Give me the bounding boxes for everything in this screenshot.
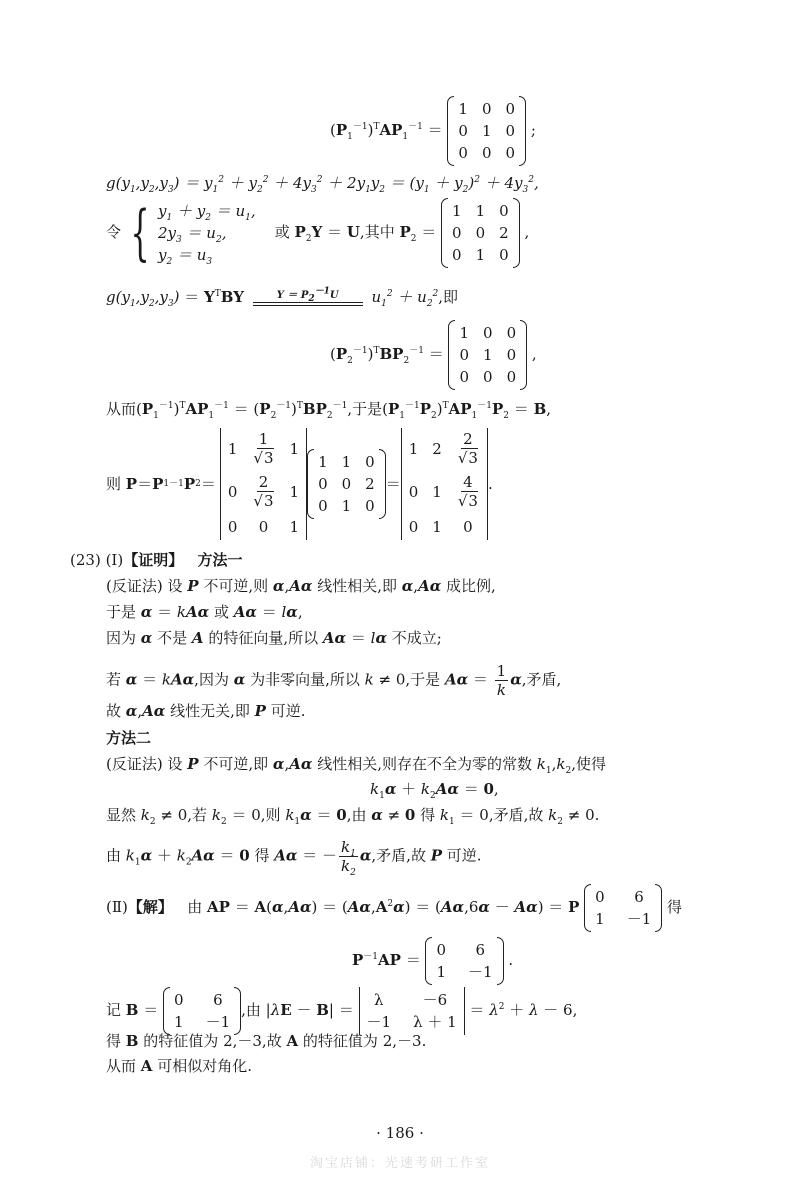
page-number: · 186 · [376,1124,424,1142]
matrix-p-result: 1 2 $\frac{2}{√3}$ 0 1 $\frac{4}{√3}$ 0 1 0 [401,428,488,540]
matrix-b: 0 6 1 －1 [163,987,241,1035]
p2-line3: 记 B ＝ 0 6 1 －1 ,由 |λE － B| ＝ λ －6 －1 λ ＋ 1 ＝ $\lambda^2 + \lambda - 6$, [106,987,577,1035]
eq-p1-congruence: $(P_1^{-1})^TAP_1^{-1}$ ＝ 1 0 0 0 1 0 0 0 0 ; [330,96,536,166]
p2-line4: 得 B 的特征值为 2,－3,故 A 的特征值为 2,－3. [106,1032,427,1050]
p2-line2: $P^{-1}AP$ ＝ 0 6 1 －1 . [352,937,513,985]
m2-line3: 显然 $k_2 \ne 0$,若 $k_2 = 0$,则 $k_1\alpha = 0$,由 α ≠ 0 得 $k_1 = 0$,矛盾,故 $k_2 \ne 0$. [106,806,600,827]
matrix-06-a: 0 6 1 －1 [584,884,662,932]
matrix-p2: 1 1 0 0 0 2 0 1 0 [441,198,520,268]
matrix-diag-2: 1 0 0 0 1 0 0 0 0 [448,320,527,390]
determinant-lambda: λ －6 －1 λ ＋ 1 [359,987,465,1035]
matrix-p1-inverse: 1 $\frac{1}{√3}$ 1 0 $\frac{2}{√3}$ 1 0 0 1 [220,428,307,540]
watermark: 淘宝店铺：光速考研工作室 [309,1156,490,1171]
eq-combined: 从而$(P_1^{-1})^TAP_1^{-1} = (P_2^{-1})^TBP_2^{-1}$,于是$(P_1^{-1}P_2)^TAP_1^{-1}P_2 = B$, [106,400,552,421]
matrix-p2-repeat: 1 1 0 0 0 2 0 1 0 [307,449,386,519]
eq-g-transform: $g(y_1,y_2,y_3) = Y^TBY$ $Y = P_2^{-1}U$ $u_1^2 + u_2^2$,即 [106,286,459,309]
p2-line1: (Ⅱ)【解】 由 AP ＝ $A(\alpha,A\alpha) = (A\alpha,A^2\alpha) = (A\alpha,6\alpha - A\alpha) = P$ 0 6 1 －1 得 [106,884,682,932]
eq-p2-congruence: $(P_2^{-1})^TBP_2^{-1}$ ＝ 1 0 0 0 1 0 0 0 0 , [330,320,537,390]
m1-line2: 于是 α ＝ kAα 或 Aα ＝ lα, [106,603,303,621]
m2-line1: (反证法) 设 P 不可逆,即 α,Aα 线性相关,则存在不全为零的常数 $k_1,k_2$,使得 [106,755,606,776]
p2-line5: 从而 A 可相似对角化. [106,1057,252,1075]
m1-line1: (反证法) 设 P 不可逆,则 α,Aα 线性相关,即 α,Aα 成比例, [106,577,496,595]
m1-line4: 若 α ＝ kAα,因为 α 为非零向量,所以 k ≠ 0,于是 Aα ＝ $\frac{1}{k}$ α,矛盾, [106,662,562,699]
m2-line2: $k_1\alpha + k_2A\alpha = 0$, [370,780,499,801]
m1-line5: 故 α,Aα 线性无关,即 P 可逆. [106,702,306,720]
matrix-diag-1: 1 0 0 0 1 0 0 0 0 [447,96,526,166]
eq-substitution: 令 { $y_1 + y_2 = u_1$, $2y_3 = u_2$, $y_2 = u_3$ 或 $P_2Y = U$,其中 $P_2$ ＝ 1 1 0 0 0 2 0 1 0 , [106,198,530,268]
section-23-header: (23) (Ⅰ)【证明】 方法一 [70,551,243,569]
matrix-06-b: 0 6 1 －1 [425,937,503,985]
m2-line4: 由 $k_1\alpha + k_2A\alpha = 0$ 得 Aα ＝ － $\frac{k_1}{k_2}$ α,矛盾,故 P 可逆. [106,838,482,878]
eq-p-result: 则 P ＝ P 1 －1 P 2 ＝ 1 $\frac{1}{√3}$ 1 0 $\frac{2}{√3}$ 1 0 0 1 1 1 0 0 0 2 0 1 0 ＝ 1 2 $\frac{2}{√3}$ 0 1 $\frac{4}{√3}$ 0 1 0 . [106,424,493,544]
method-two-heading: 方法二 [106,729,152,747]
eq-g-quadratic: $g(y_1,y_2,y_3) = y_1^2 + y_2^2 + 4y_3^2 + 2y_1y_2 = (y_1 + y_2)^2 + 4y_3^2$, [106,174,539,195]
m1-line3: 因为 α 不是 A 的特征向量,所以 Aα ＝ lα 不成立; [106,629,442,647]
